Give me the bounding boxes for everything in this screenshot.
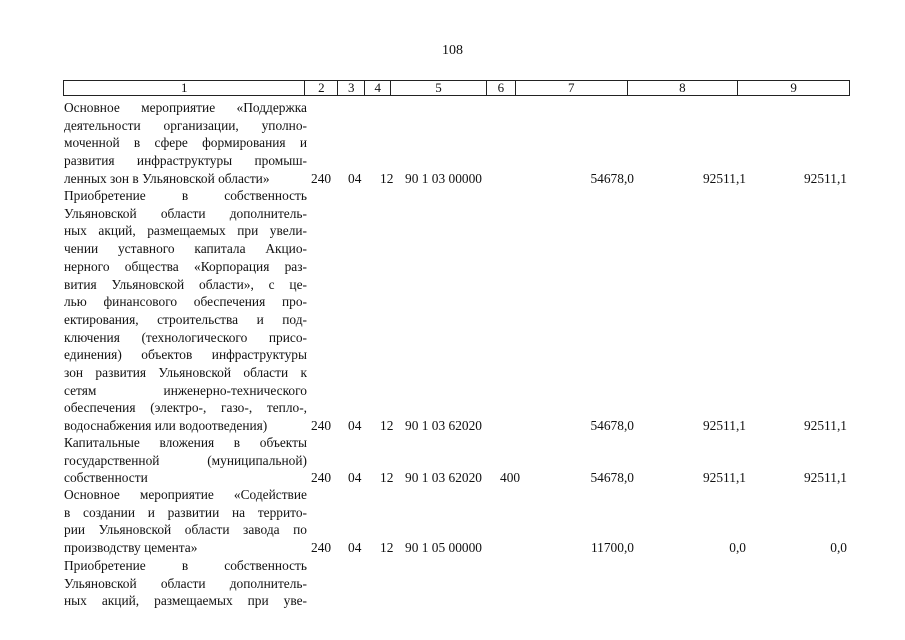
cell-col-2: 240 [311,171,332,186]
desc-line: водоснабжения или водоотведения) [64,418,268,434]
cell-col-4: 12 [380,171,394,186]
cell-col-7: 54678,0 [590,470,634,485]
table-header-row [63,80,850,96]
cell-col-3: 04 [348,171,362,186]
desc-line: Основное мероприятие «Поддержка [64,100,307,115]
header-col-2: 2 [305,81,338,95]
desc-line: производству цемента» [64,540,198,556]
cell-col-7: 11700,0 [590,540,634,555]
header-col-4: 4 [365,81,391,95]
desc-line: ключения (технологического присо- [64,329,307,345]
header-col-9: 9 [790,80,797,95]
cell-col-8: 92511,1 [702,470,746,485]
desc-line: лью финансового обеспечения про- [64,294,307,310]
header-col-1: 1 [64,81,305,95]
header-col-7: 7 [516,81,628,95]
desc-line: Капитальные вложения в объекты [64,435,307,450]
desc-line: сетям инженерно-технического [64,382,307,398]
desc-line: Основное мероприятие «Содействие [64,487,307,502]
desc-line: обеспечения (электро-, газо-, тепло-, [64,400,307,416]
cell-col-7: 54678,0 [590,418,634,433]
cell-col-5: 90 1 03 00000 [405,171,482,186]
header-col-5: 5 [391,81,487,95]
cell-col-3: 04 [348,418,362,433]
row-description [64,99,307,188]
desc-line: рии Ульяновской области завода по [64,522,307,538]
cell-col-9: 92511,1 [803,470,847,485]
desc-line: моченной в сфере формирования и [64,135,307,151]
cell-col-3: 04 [348,470,362,485]
cell-col-5: 90 1 03 62020 [405,470,482,485]
cell-col-9: 0,0 [830,540,847,555]
page-number: 108 [442,43,463,58]
header-col-8: 8 [628,81,739,95]
cell-col-6: 400 [500,470,521,485]
row-description [64,187,307,435]
cell-col-7: 54678,0 [590,171,634,186]
desc-line: собственности [64,470,148,486]
cell-col-2: 240 [311,540,332,555]
header-col-6: 6 [487,81,516,95]
desc-line: вития Ульяновской области», с це- [64,276,307,292]
desc-line: Ульяновской области дополнитель- [64,575,307,591]
cell-col-9: 92511,1 [803,171,847,186]
cell-col-8: 92511,1 [702,418,746,433]
desc-line: чении уставного капитала Акцио- [64,241,307,257]
desc-line: Ульяновской области дополнитель- [64,205,307,221]
desc-line: единения) объектов инфраструктуры [64,347,307,363]
cell-col-4: 12 [380,540,394,555]
cell-col-4: 12 [380,470,394,485]
cell-col-9: 92511,1 [803,418,847,433]
header-col-3: 3 [338,81,365,95]
desc-line: ектирования, строительства и под- [64,311,307,327]
cell-col-5: 90 1 03 62020 [405,418,482,433]
row-description [64,434,307,487]
desc-line: ленных зон в Ульяновской области» [64,170,270,186]
cell-col-5: 90 1 05 00000 [405,540,482,555]
desc-line: развития инфраструктуры промыш- [64,153,307,169]
desc-line: Приобретение в собственность [64,558,307,573]
desc-line: зон развития Ульяновской области к [64,365,307,381]
cell-col-2: 240 [311,418,332,433]
cell-col-8: 0,0 [729,540,746,555]
row-description [64,486,307,557]
desc-line: ных акций, размещаемых при увели- [64,223,307,239]
desc-line: государственной (муниципальной) [64,452,307,468]
cell-col-3: 04 [348,540,362,555]
cell-col-2: 240 [311,470,332,485]
desc-line: Приобретение в собственность [64,188,307,203]
desc-line: нерного общества «Корпорация раз- [64,258,307,274]
desc-line: в создании и развитии на террито- [64,504,307,520]
cell-col-4: 12 [380,418,394,433]
cell-col-8: 92511,1 [702,171,746,186]
desc-line: деятельности организации, уполно- [64,117,307,133]
row-description [64,557,307,610]
desc-line: ных акций, размещаемых при уве- [64,593,307,609]
